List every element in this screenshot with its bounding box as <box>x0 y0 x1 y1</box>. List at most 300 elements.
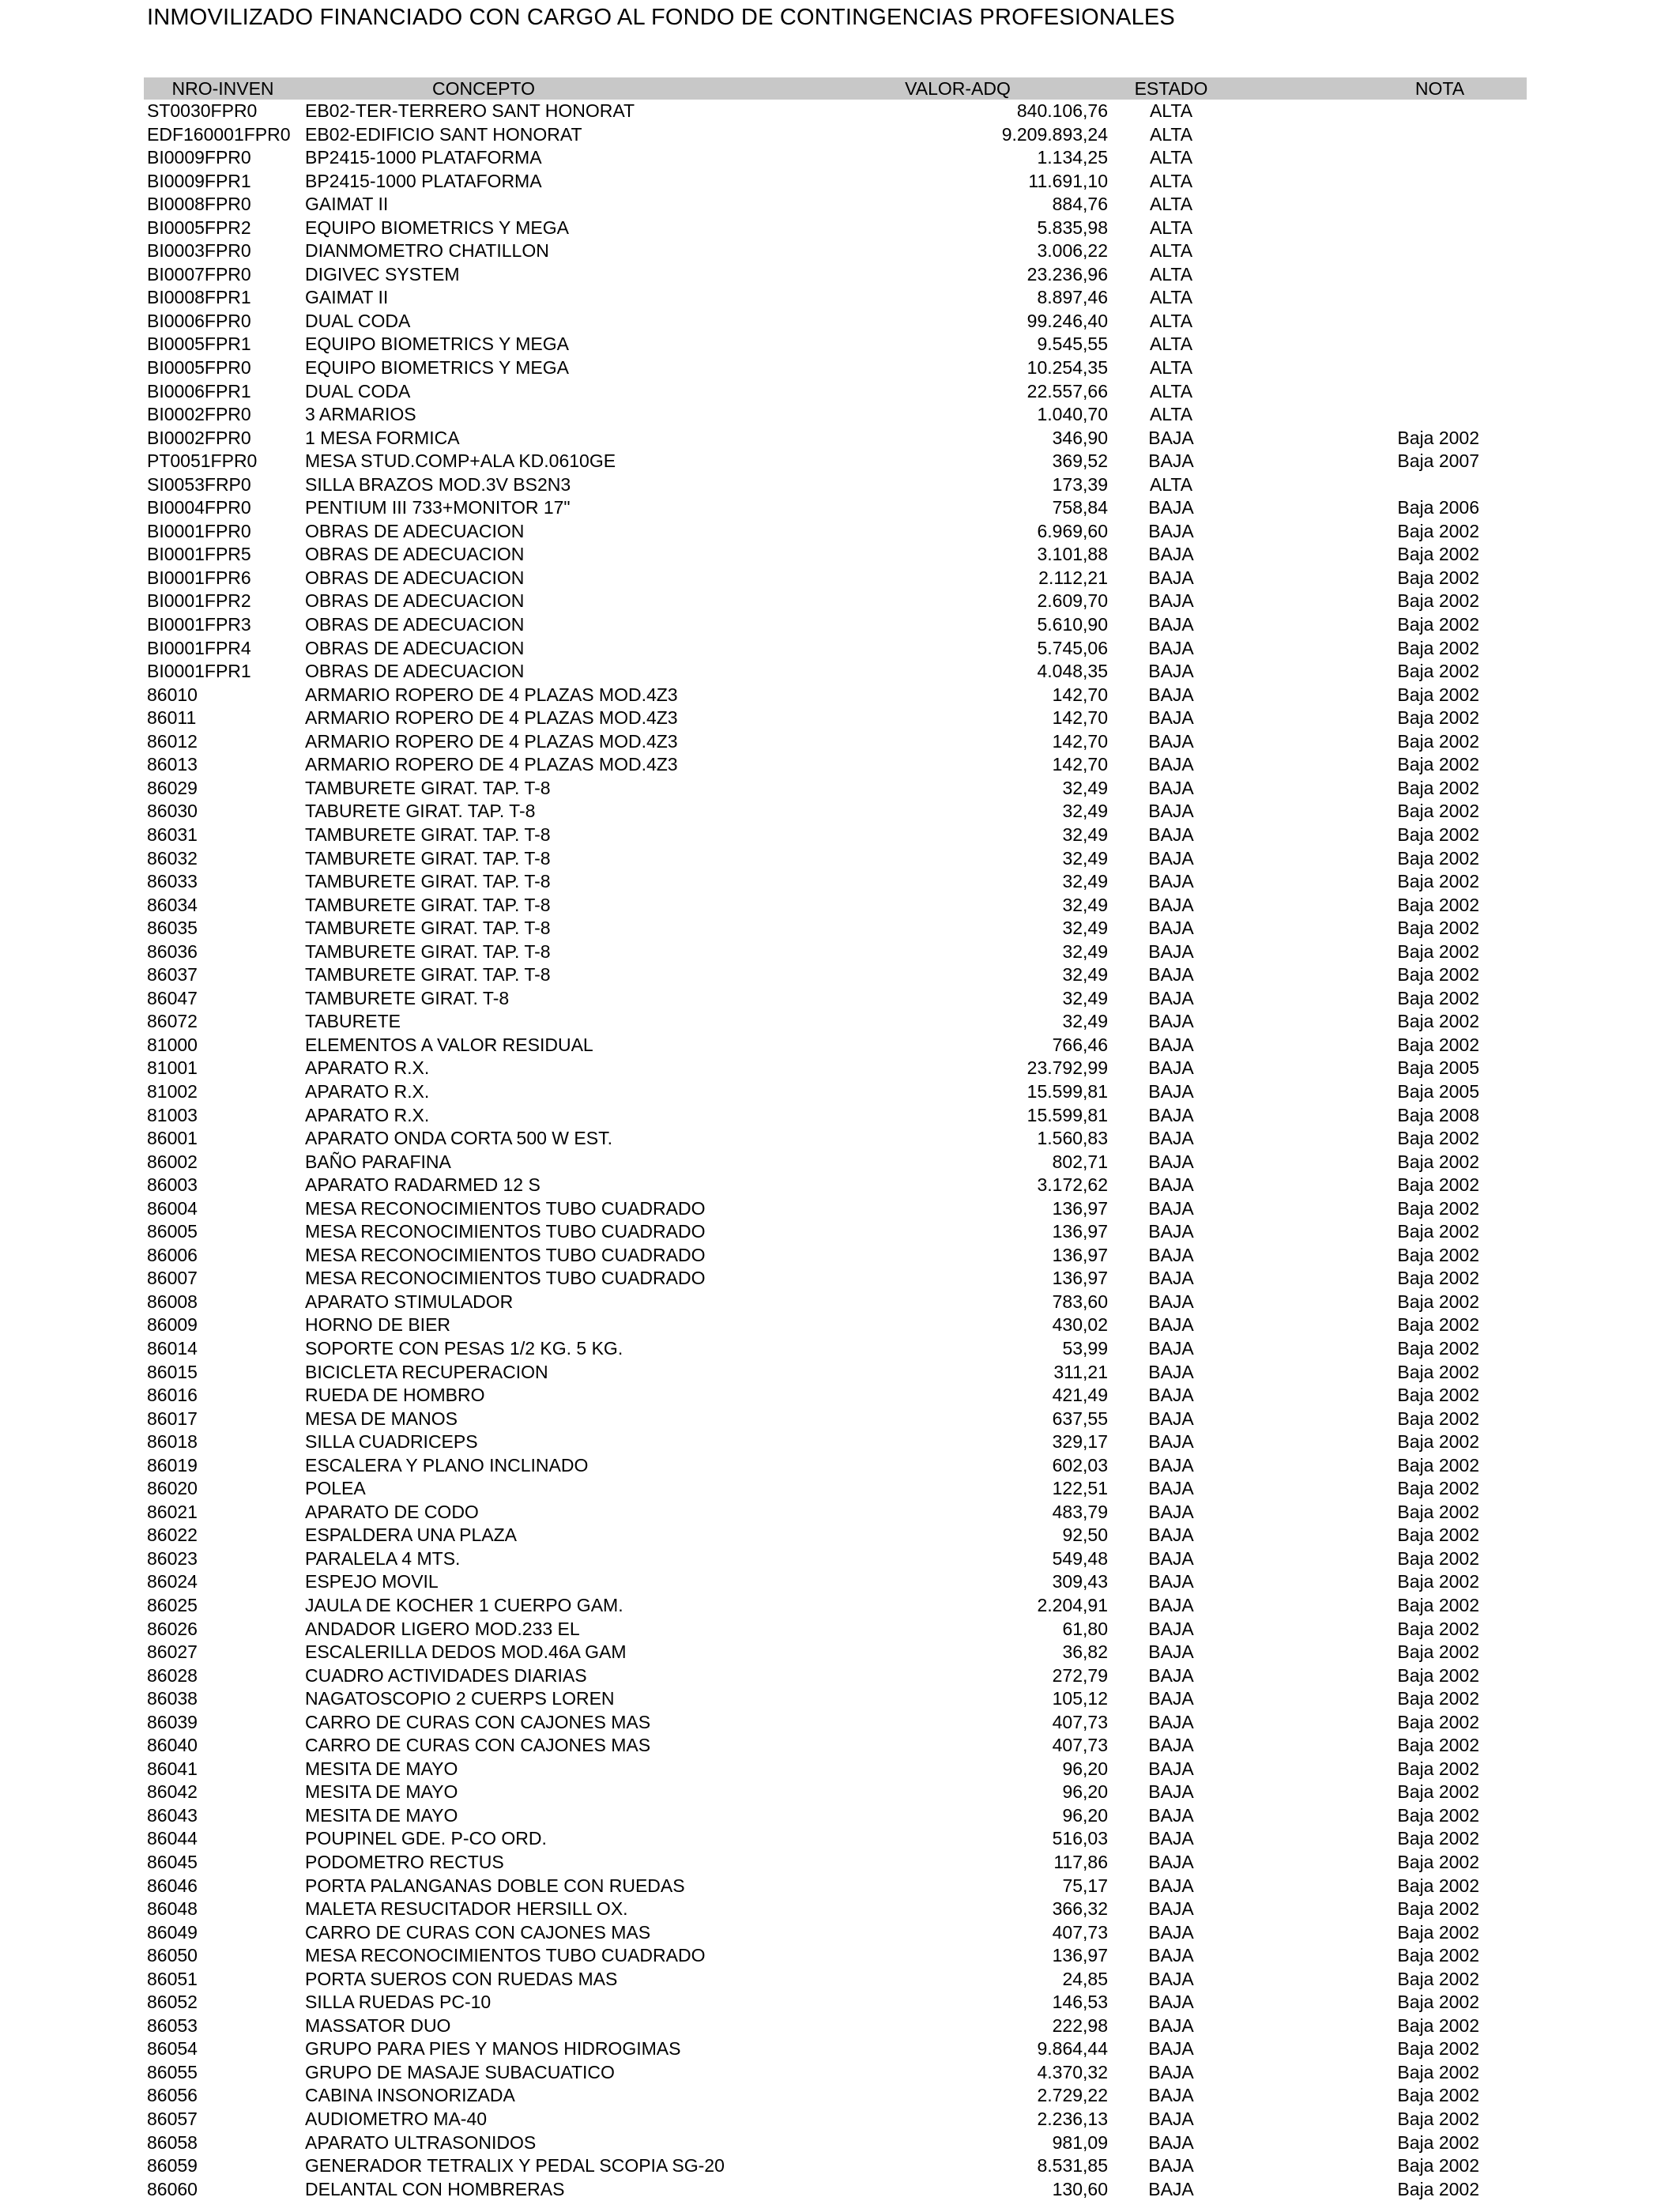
cell-concepto: CUADRO ACTIVIDADES DIARIAS <box>305 1664 587 1686</box>
table-row <box>144 660 1527 684</box>
cell-nro-inven: 86018 <box>147 1431 198 1453</box>
cell-nro-inven: 86055 <box>147 2061 198 2082</box>
cell-concepto: POUPINEL GDE. P-CO ORD. <box>305 1828 547 1849</box>
cell-nro-inven: BI0001FPR3 <box>147 614 251 635</box>
cell-nota: Baja 2002 <box>1397 1268 1479 1289</box>
cell-nota: Baja 2002 <box>1397 2085 1479 2106</box>
table-row <box>144 1057 1527 1080</box>
table-row <box>144 2084 1527 2108</box>
cell-concepto: TAMBURETE GIRAT. TAP. T-8 <box>305 894 551 915</box>
cell-estado: ALTA <box>1149 334 1193 355</box>
cell-concepto: APARATO R.X. <box>305 1057 430 1079</box>
cell-concepto: TAMBURETE GIRAT. TAP. T-8 <box>305 777 551 798</box>
cell-nota: Baja 2002 <box>1397 1314 1479 1336</box>
cell-nro-inven: 86004 <box>147 1197 198 1219</box>
table-row <box>144 2108 1527 2131</box>
cell-concepto: AUDIOMETRO MA-40 <box>305 2109 488 2130</box>
cell-nota: Baja 2002 <box>1397 1618 1479 1639</box>
cell-estado: BAJA <box>1148 1337 1194 1359</box>
cell-concepto: ESCALERILLA DEDOS MOD.46A GAM <box>305 1641 627 1663</box>
cell-concepto: RUEDA DE HOMBRO <box>305 1385 485 1406</box>
cell-concepto: MESITA DE MAYO <box>305 1781 458 1803</box>
table-row <box>144 1641 1527 1664</box>
cell-nota: Baja 2006 <box>1397 497 1479 518</box>
cell-nota: Baja 2002 <box>1397 1431 1479 1453</box>
cell-nro-inven: BI0002FPR0 <box>147 404 251 425</box>
inventory-table <box>144 77 1527 2201</box>
cell-estado: ALTA <box>1149 473 1193 495</box>
cell-nro-inven: BI0008FPR1 <box>147 287 251 308</box>
cell-nro-inven: 86060 <box>147 2178 198 2199</box>
cell-nota: Baja 2002 <box>1397 1735 1479 1756</box>
cell-concepto: SILLA BRAZOS MOD.3V BS2N3 <box>305 473 571 495</box>
cell-concepto: DIGIVEC SYSTEM <box>305 263 460 285</box>
table-row <box>144 2014 1527 2038</box>
cell-concepto: DUAL CODA <box>305 310 411 331</box>
cell-concepto: MESA RECONOCIMIENTOS TUBO CUADRADO <box>305 1268 706 1289</box>
cell-concepto: GRUPO DE MASAJE SUBACUATICO <box>305 2061 615 2082</box>
cell-nota: Baja 2002 <box>1397 987 1479 1008</box>
cell-concepto: MESA STUD.COMP+ALA KD.0610GE <box>305 450 616 472</box>
cell-nota: Baja 2002 <box>1397 1524 1479 1546</box>
cell-valor-adq: 222,98 <box>1052 2014 1108 2036</box>
table-row <box>144 800 1527 823</box>
cell-nro-inven: 86058 <box>147 2131 198 2153</box>
cell-concepto: MESITA DE MAYO <box>305 1758 458 1779</box>
cell-concepto: MESA RECONOCIMIENTOS TUBO CUADRADO <box>305 1197 706 1219</box>
cell-estado: BAJA <box>1148 1478 1194 1499</box>
cell-concepto: APARATO STIMULADOR <box>305 1291 514 1312</box>
cell-estado: BAJA <box>1148 1128 1194 1149</box>
cell-nro-inven: 86023 <box>147 1547 198 1569</box>
cell-valor-adq: 32,49 <box>1062 777 1108 798</box>
cell-valor-adq: 32,49 <box>1062 964 1108 986</box>
cell-concepto: TAMBURETE GIRAT. TAP. T-8 <box>305 940 551 962</box>
table-row <box>144 310 1527 334</box>
table-row <box>144 2037 1527 2061</box>
cell-nota: Baja 2002 <box>1397 777 1479 798</box>
cell-estado: BAJA <box>1148 1314 1194 1336</box>
cell-nro-inven: 86042 <box>147 1781 198 1803</box>
cell-valor-adq: 32,49 <box>1062 801 1108 822</box>
cell-concepto: EQUIPO BIOMETRICS Y MEGA <box>305 357 569 379</box>
cell-nota: Baja 2007 <box>1397 450 1479 472</box>
cell-valor-adq: 9.864,44 <box>1037 2038 1108 2060</box>
cell-estado: BAJA <box>1148 2061 1194 2082</box>
table-row <box>144 753 1527 777</box>
cell-nota: Baja 2002 <box>1397 847 1479 869</box>
cell-valor-adq: 105,12 <box>1052 1688 1108 1709</box>
cell-nro-inven: 86032 <box>147 847 198 869</box>
cell-nota: Baja 2002 <box>1397 894 1479 915</box>
cell-estado: BAJA <box>1148 1408 1194 1429</box>
cell-nota: Baja 2002 <box>1397 1034 1479 1055</box>
cell-concepto: TAMBURETE GIRAT. T-8 <box>305 987 510 1008</box>
cell-nro-inven: 86022 <box>147 1524 198 1546</box>
cell-valor-adq: 6.969,60 <box>1037 520 1108 541</box>
cell-estado: BAJA <box>1148 1291 1194 1312</box>
cell-concepto: EB02-EDIFICIO SANT HONORAT <box>305 123 582 145</box>
cell-valor-adq: 516,03 <box>1052 1828 1108 1849</box>
cell-nota: Baja 2002 <box>1397 544 1479 565</box>
cell-concepto: OBRAS DE ADECUACION <box>305 520 525 541</box>
table-row <box>144 1337 1527 1361</box>
cell-valor-adq: 92,50 <box>1062 1524 1108 1546</box>
cell-valor-adq: 3.172,62 <box>1037 1174 1108 1196</box>
cell-nro-inven: 86012 <box>147 730 198 752</box>
cell-valor-adq: 311,21 <box>1053 1361 1108 1382</box>
cell-concepto: ANDADOR LIGERO MOD.233 EL <box>305 1618 580 1639</box>
cell-concepto: PENTIUM III 733+MONITOR 17" <box>305 497 571 518</box>
cell-nota: Baja 2002 <box>1397 1385 1479 1406</box>
cell-concepto: BP2415-1000 PLATAFORMA <box>305 147 542 168</box>
cell-nota: Baja 2002 <box>1397 1174 1479 1196</box>
cell-nota: Baja 2002 <box>1397 940 1479 962</box>
cell-valor-adq: 3.101,88 <box>1037 544 1108 565</box>
cell-estado: ALTA <box>1149 217 1193 238</box>
table-row <box>144 684 1527 707</box>
cell-nro-inven: BI0001FPR0 <box>147 520 251 541</box>
cell-estado: BAJA <box>1148 1664 1194 1686</box>
cell-estado: BAJA <box>1148 1385 1194 1406</box>
cell-estado: ALTA <box>1149 240 1193 262</box>
cell-valor-adq: 24,85 <box>1062 1968 1108 1989</box>
cell-estado: BAJA <box>1148 1992 1194 2013</box>
table-row <box>144 380 1527 404</box>
table-row <box>144 870 1527 894</box>
cell-estado: BAJA <box>1148 1618 1194 1639</box>
table-row <box>144 193 1527 217</box>
cell-nota: Baja 2002 <box>1397 1992 1479 2013</box>
table-row <box>144 1944 1527 1968</box>
cell-concepto: SILLA CUADRICEPS <box>305 1431 478 1453</box>
cell-nro-inven: 86019 <box>147 1454 198 1475</box>
table-row <box>144 987 1527 1011</box>
cell-concepto: SOPORTE CON PESAS 1/2 KG. 5 KG. <box>305 1337 623 1359</box>
cell-concepto: TABURETE <box>305 1011 401 1032</box>
table-row <box>144 1781 1527 1804</box>
cell-concepto: OBRAS DE ADECUACION <box>305 544 525 565</box>
cell-valor-adq: 4.370,32 <box>1037 2061 1108 2082</box>
cell-nro-inven: 86036 <box>147 940 198 962</box>
cell-valor-adq: 637,55 <box>1052 1408 1108 1429</box>
cell-nro-inven: BI0009FPR1 <box>147 170 251 191</box>
table-row <box>144 940 1527 964</box>
cell-estado: BAJA <box>1148 1244 1194 1265</box>
cell-nro-inven: 86020 <box>147 1478 198 1499</box>
cell-valor-adq: 766,46 <box>1052 1034 1108 1055</box>
table-row <box>144 1991 1527 2014</box>
table-row <box>144 1898 1527 1921</box>
cell-nro-inven: 86024 <box>147 1571 198 1592</box>
cell-valor-adq: 130,60 <box>1052 2178 1108 2199</box>
cell-concepto: GENERADOR TETRALIX Y PEDAL SCOPIA SG-20 <box>305 2155 725 2177</box>
table-row <box>144 1174 1527 1197</box>
cell-nro-inven: 86041 <box>147 1758 198 1779</box>
cell-estado: BAJA <box>1148 918 1194 939</box>
header-nota: NOTA <box>1414 78 1465 99</box>
cell-valor-adq: 32,49 <box>1062 940 1108 962</box>
cell-concepto: NAGATOSCOPIO 2 CUERPS LOREN <box>305 1688 615 1709</box>
cell-estado: BAJA <box>1148 427 1194 448</box>
table-row <box>144 1547 1527 1571</box>
cell-nro-inven: 86038 <box>147 1688 198 1709</box>
cell-valor-adq: 9.545,55 <box>1037 334 1108 355</box>
cell-nota: Baja 2002 <box>1397 1898 1479 1920</box>
cell-valor-adq: 981,09 <box>1052 2131 1108 2153</box>
cell-nota: Baja 2002 <box>1397 1337 1479 1359</box>
cell-valor-adq: 9.209.893,24 <box>1001 123 1108 145</box>
cell-nro-inven: 86009 <box>147 1314 198 1336</box>
cell-nro-inven: BI0007FPR0 <box>147 263 251 285</box>
table-row <box>144 1570 1527 1594</box>
cell-nota: Baja 2002 <box>1397 1968 1479 1989</box>
cell-nro-inven: 86043 <box>147 1804 198 1826</box>
cell-valor-adq: 2.236,13 <box>1037 2109 1108 2130</box>
cell-valor-adq: 840.106,76 <box>1016 100 1108 121</box>
cell-concepto: BAÑO PARAFINA <box>305 1151 451 1172</box>
cell-valor-adq: 2.204,91 <box>1037 1595 1108 1615</box>
cell-valor-adq: 10.254,35 <box>1026 357 1108 379</box>
table-row <box>144 1454 1527 1478</box>
cell-valor-adq: 99.246,40 <box>1026 310 1108 331</box>
cell-nro-inven: BI0001FPR5 <box>147 544 251 565</box>
table-row <box>144 1687 1527 1711</box>
cell-nro-inven: BI0002FPR0 <box>147 427 251 448</box>
cell-nro-inven: BI0005FPR2 <box>147 217 251 238</box>
cell-nro-inven: 86056 <box>147 2085 198 2106</box>
cell-concepto: 1 MESA FORMICA <box>305 427 460 448</box>
cell-concepto: TAMBURETE GIRAT. TAP. T-8 <box>305 918 551 939</box>
cell-nro-inven: 86001 <box>147 1128 198 1149</box>
cell-nota: Baja 2002 <box>1397 590 1479 612</box>
cell-valor-adq: 11.691,10 <box>1028 170 1108 191</box>
cell-valor-adq: 309,43 <box>1052 1571 1108 1592</box>
cell-nota: Baja 2002 <box>1397 1664 1479 1686</box>
cell-concepto: CABINA INSONORIZADA <box>305 2085 515 2106</box>
table-row <box>144 1711 1527 1735</box>
cell-nro-inven: BI0005FPR1 <box>147 334 251 355</box>
table-row <box>144 2131 1527 2155</box>
cell-nota: Baja 2002 <box>1397 1804 1479 1826</box>
table-row <box>144 100 1527 123</box>
cell-estado: BAJA <box>1148 1875 1194 1896</box>
cell-nota: Baja 2005 <box>1397 1057 1479 1079</box>
cell-valor-adq: 1.134,25 <box>1037 147 1108 168</box>
cell-nota: Baja 2002 <box>1397 1781 1479 1803</box>
cell-estado: ALTA <box>1149 310 1193 331</box>
cell-nro-inven: 86059 <box>147 2155 198 2177</box>
header-nro-inven: NRO-INVEN <box>171 78 274 99</box>
cell-estado: BAJA <box>1148 1898 1194 1920</box>
cell-valor-adq: 5.745,06 <box>1037 637 1108 658</box>
cell-nro-inven: 86013 <box>147 754 198 775</box>
cell-nota: Baja 2002 <box>1397 823 1479 845</box>
cell-estado: BAJA <box>1148 1501 1194 1522</box>
table-row <box>144 1220 1527 1244</box>
cell-concepto: JAULA DE KOCHER 1 CUERPO GAM. <box>305 1595 623 1615</box>
cell-nota: Baja 2002 <box>1397 1945 1479 1966</box>
cell-valor-adq: 146,53 <box>1052 1992 1108 2013</box>
cell-valor-adq: 407,73 <box>1052 1711 1108 1732</box>
cell-nro-inven: 86031 <box>147 823 198 845</box>
cell-concepto: HORNO DE BIER <box>305 1314 451 1336</box>
table-row <box>144 1827 1527 1851</box>
table-row <box>144 917 1527 940</box>
cell-valor-adq: 802,71 <box>1052 1151 1108 1172</box>
cell-nro-inven: 86015 <box>147 1361 198 1382</box>
cell-nro-inven: 86045 <box>147 1852 198 1873</box>
table-row <box>144 543 1527 567</box>
cell-estado: ALTA <box>1149 147 1193 168</box>
cell-valor-adq: 61,80 <box>1062 1618 1108 1639</box>
table-row <box>144 1734 1527 1758</box>
cell-estado: BAJA <box>1148 754 1194 775</box>
cell-valor-adq: 421,49 <box>1052 1385 1108 1406</box>
table-row <box>144 894 1527 918</box>
cell-nro-inven: 86054 <box>147 2038 198 2060</box>
cell-concepto: ESPEJO MOVIL <box>305 1571 439 1592</box>
table-row <box>144 496 1527 520</box>
table-row <box>144 473 1527 497</box>
cell-nro-inven: BI0005FPR0 <box>147 357 251 379</box>
cell-concepto: OBRAS DE ADECUACION <box>305 567 525 588</box>
cell-concepto: MALETA RESUCITADOR HERSILL OX. <box>305 1898 628 1920</box>
cell-nro-inven: 86016 <box>147 1385 198 1406</box>
cell-concepto: EB02-TER-TERRERO SANT HONORAT <box>305 100 635 121</box>
cell-nota: Baja 2002 <box>1397 1011 1479 1032</box>
table-row <box>144 963 1527 987</box>
cell-nro-inven: BI0008FPR0 <box>147 194 251 215</box>
cell-estado: BAJA <box>1148 684 1194 705</box>
cell-estado: BAJA <box>1148 2178 1194 2199</box>
cell-nota: Baja 2002 <box>1397 2061 1479 2082</box>
table-row <box>144 146 1527 170</box>
cell-estado: BAJA <box>1148 2155 1194 2177</box>
cell-nro-inven: 86048 <box>147 1898 198 1920</box>
cell-concepto: MESA DE MANOS <box>305 1408 458 1429</box>
cell-nro-inven: PT0051FPR0 <box>147 450 258 472</box>
table-row <box>144 1664 1527 1688</box>
cell-concepto: GAIMAT II <box>305 194 389 215</box>
cell-concepto: BICICLETA RECUPERACION <box>305 1361 548 1382</box>
cell-nro-inven: 86010 <box>147 684 198 705</box>
cell-nro-inven: 86014 <box>147 1337 198 1359</box>
cell-valor-adq: 15.599,81 <box>1026 1080 1108 1102</box>
cell-valor-adq: 407,73 <box>1052 1921 1108 1943</box>
table-row <box>144 286 1527 310</box>
table-row <box>144 333 1527 356</box>
cell-estado: BAJA <box>1148 450 1194 472</box>
cell-concepto: TAMBURETE GIRAT. TAP. T-8 <box>305 823 551 845</box>
cell-concepto: APARATO DE CODO <box>305 1501 479 1522</box>
cell-estado: ALTA <box>1149 287 1193 308</box>
cell-estado: BAJA <box>1148 1197 1194 1219</box>
cell-estado: BAJA <box>1148 1735 1194 1756</box>
cell-estado: BAJA <box>1148 544 1194 565</box>
cell-nro-inven: 86011 <box>147 707 197 729</box>
cell-nro-inven: 86029 <box>147 777 198 798</box>
table-row <box>144 567 1527 590</box>
cell-valor-adq: 15.599,81 <box>1026 1104 1108 1125</box>
cell-estado: BAJA <box>1148 1174 1194 1196</box>
cell-valor-adq: 142,70 <box>1052 707 1108 729</box>
cell-estado: BAJA <box>1148 1524 1194 1546</box>
cell-nota: Baja 2002 <box>1397 1361 1479 1382</box>
cell-estado: BAJA <box>1148 1945 1194 1966</box>
cell-nro-inven: 86030 <box>147 801 198 822</box>
cell-nro-inven: 86039 <box>147 1711 198 1732</box>
table-row <box>144 613 1527 637</box>
cell-estado: BAJA <box>1148 1828 1194 1849</box>
cell-nota: Baja 2002 <box>1397 1291 1479 1312</box>
cell-estado: ALTA <box>1149 404 1193 425</box>
cell-valor-adq: 32,49 <box>1062 823 1108 845</box>
cell-valor-adq: 136,97 <box>1052 1945 1108 1966</box>
table-row <box>144 450 1527 473</box>
cell-concepto: ESCALERA Y PLANO INCLINADO <box>305 1454 589 1475</box>
cell-nota: Baja 2002 <box>1397 1758 1479 1779</box>
cell-valor-adq: 2.609,70 <box>1037 590 1108 612</box>
cell-concepto: MESITA DE MAYO <box>305 1804 458 1826</box>
cell-valor-adq: 23.792,99 <box>1026 1057 1108 1079</box>
cell-valor-adq: 32,49 <box>1062 871 1108 892</box>
cell-concepto: DUAL CODA <box>305 380 411 401</box>
cell-nro-inven: 81001 <box>147 1057 198 1079</box>
cell-nro-inven: BI0006FPR0 <box>147 310 251 331</box>
table-row <box>144 1430 1527 1454</box>
cell-valor-adq: 96,20 <box>1062 1781 1108 1803</box>
cell-estado: BAJA <box>1148 894 1194 915</box>
table-row <box>144 1104 1527 1128</box>
cell-nro-inven: 86002 <box>147 1151 198 1172</box>
cell-nro-inven: 86028 <box>147 1664 198 1686</box>
table-row <box>144 1313 1527 1337</box>
cell-valor-adq: 1.040,70 <box>1037 404 1108 425</box>
table-row <box>144 1477 1527 1501</box>
table-row <box>144 590 1527 613</box>
cell-valor-adq: 366,32 <box>1052 1898 1108 1920</box>
cell-valor-adq: 884,76 <box>1052 194 1108 215</box>
cell-estado: BAJA <box>1148 2014 1194 2036</box>
table-header <box>144 77 1527 100</box>
table-row <box>144 1804 1527 1828</box>
cell-estado: BAJA <box>1148 847 1194 869</box>
cell-estado: BAJA <box>1148 614 1194 635</box>
cell-nota: Baja 2002 <box>1397 871 1479 892</box>
table-row <box>144 1384 1527 1408</box>
cell-nota: Baja 2002 <box>1397 1828 1479 1849</box>
table-row <box>144 777 1527 801</box>
cell-nota: Baja 2002 <box>1397 2014 1479 2036</box>
cell-nro-inven: 86005 <box>147 1221 198 1242</box>
cell-estado: ALTA <box>1149 100 1193 121</box>
cell-concepto: PORTA SUEROS CON RUEDAS MAS <box>305 1968 618 1989</box>
cell-estado: BAJA <box>1148 1080 1194 1102</box>
cell-nota: Baja 2002 <box>1397 707 1479 729</box>
cell-estado: BAJA <box>1148 1268 1194 1289</box>
table-row <box>144 823 1527 847</box>
table-row <box>144 1968 1527 1992</box>
cell-nota: Baja 2002 <box>1397 1875 1479 1896</box>
cell-concepto: PARALELA 4 MTS. <box>305 1547 461 1569</box>
cell-valor-adq: 3.006,22 <box>1037 240 1108 262</box>
cell-valor-adq: 23.236,96 <box>1026 263 1108 285</box>
cell-nota: Baja 2002 <box>1397 1478 1479 1499</box>
cell-valor-adq: 2.729,22 <box>1037 2085 1108 2106</box>
cell-concepto: MASSATOR DUO <box>305 2014 451 2036</box>
cell-concepto: CARRO DE CURAS CON CAJONES MAS <box>305 1711 651 1732</box>
